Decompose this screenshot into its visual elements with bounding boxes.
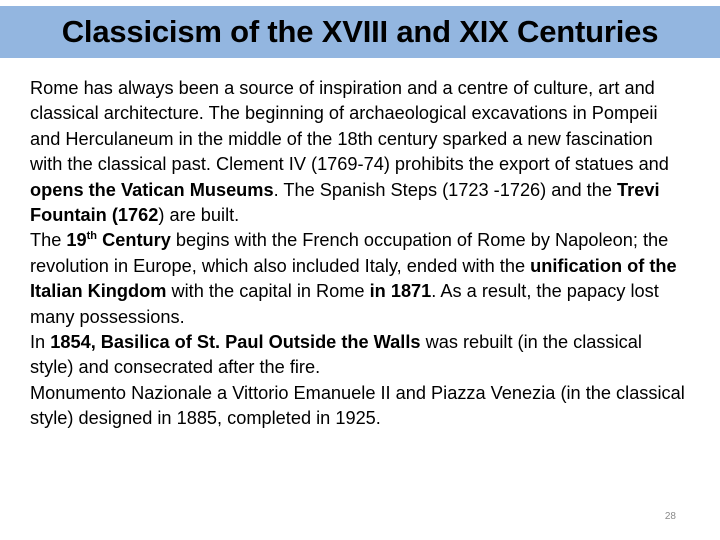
bold-run: Trevi Fountain (1762 xyxy=(30,179,660,226)
text-run: was rebuilt (in the classical style) and consecrated after the fire. xyxy=(30,332,642,378)
text-run: with the capital in Rome xyxy=(166,281,370,302)
page-number: 28 xyxy=(664,511,676,522)
paragraph-monumento xyxy=(30,381,690,432)
bold-run: opens the Vatican Museums xyxy=(30,179,274,200)
title-bar xyxy=(0,6,720,58)
bold-run: 1854, Basilica of St. Paul Outside the Walls xyxy=(50,332,421,353)
paragraph-basilica xyxy=(30,330,690,381)
slide-body xyxy=(30,76,690,432)
bold-run: in 1871 xyxy=(369,281,432,302)
text-run: . As a result, the papacy lost many possessions. xyxy=(30,281,659,327)
text-run: Rome has always been a source of inspiration and a centre of culture, art and classical architecture. The beginning of archaeological excavations in Pompeii and Herculaneum in the middle of the 18th century sparked a new fascination with the classical past. Clement IV (1769-74) prohibits the export of statues and xyxy=(30,78,669,175)
bold-run: Century xyxy=(97,230,171,251)
superscript: th xyxy=(86,230,98,243)
text-run: begins with the French occupation of Rome by Napoleon; the revolution in Europe, which also included Italy, ended with the xyxy=(30,230,669,276)
bold-run: unification of the Italian Kingdom xyxy=(30,255,677,302)
paragraph-19th-century xyxy=(30,228,690,330)
text-run: . The Spanish Steps (1723 -1726) and the xyxy=(273,179,618,200)
paragraph-rome-18th-century xyxy=(30,76,690,228)
text-run: ) are built. xyxy=(158,205,240,226)
text-run: The xyxy=(30,230,67,251)
text-run: In xyxy=(30,332,51,353)
bold-run: 19 xyxy=(66,230,87,251)
text-run: Monumento Nazionale a Vittorio Emanuele II and Piazza Venezia (in the classical style) designed in 1885, completed in 1925. xyxy=(30,382,685,429)
slide-title: Classicism of the XVIII and XIX Centuries xyxy=(61,14,659,49)
